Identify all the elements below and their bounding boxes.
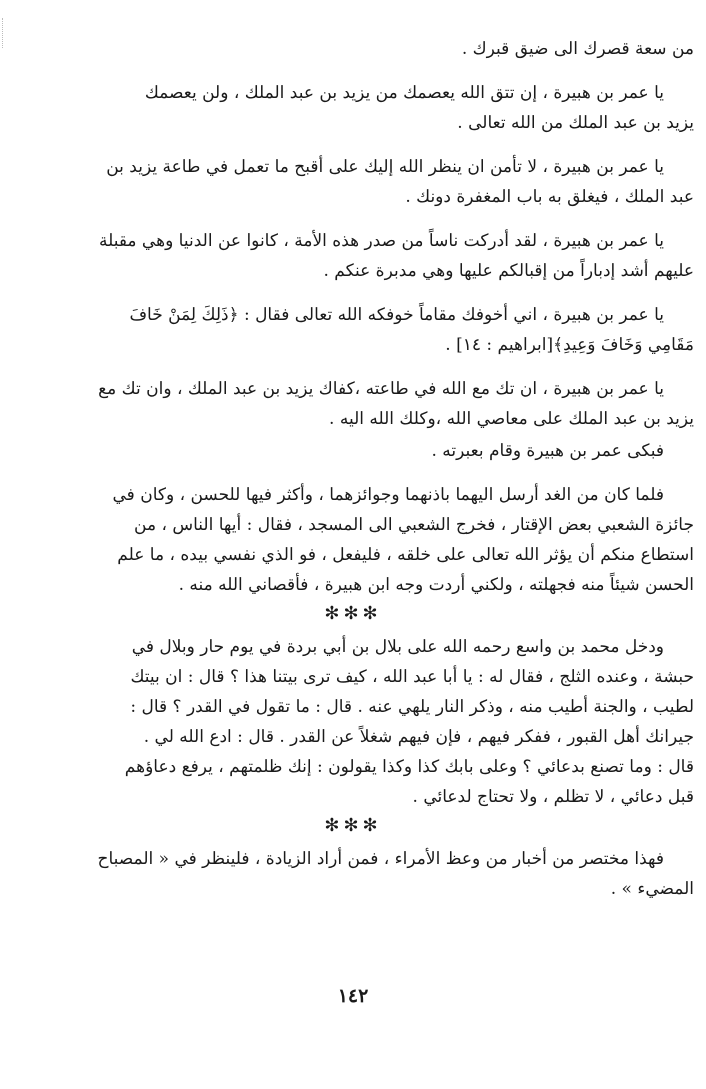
text-line: لطيب ، والجنة أطيب منه ، وذكر النار يلهي عنه . قال : ما تقول في القدر ؟ قال : [130, 697, 694, 717]
page-number: ١٤٢ [337, 985, 369, 1007]
section-separator: ✻✻✻ [324, 603, 382, 624]
paragraph [12, 300, 694, 360]
text-line: المضيء » . [610, 879, 694, 899]
text-line: فهذا مختصر من أخبار من وعظ الأمراء ، فمن أراد الزيادة ، فلينظر في « المصباح [97, 849, 664, 869]
text-line: يزيد بن عبد الملك من الله تعالى . [457, 113, 694, 133]
page-body [12, 34, 694, 918]
text-line: يا عمر بن هبيرة ، اني أخوفك مقاماً خوفكه الله تعالى فقال : ﴿ذَلِكَ لِمَنْ خَافَ [129, 305, 664, 325]
paragraph [12, 374, 694, 434]
paragraph [12, 226, 694, 286]
text-line: عبد الملك ، فيغلق به باب المغفرة دونك . [405, 187, 694, 207]
text-line: حبشة ، وعنده الثلج ، فقال له : يا أبا عبد الله ، كيف ترى بيتنا هذا ؟ قال : ان بيتك [130, 667, 694, 687]
paragraph [12, 436, 694, 466]
paragraph [12, 78, 694, 138]
paragraph [12, 480, 694, 600]
text-line: يزيد بن عبد الملك على معاصي الله ،وكلك الله اليه . [329, 409, 694, 429]
paragraph [12, 152, 694, 212]
text-line: قبل دعائي ، لا تظلم ، ولا تحتاج لدعائي . [412, 787, 694, 807]
section-separator: ✻✻✻ [324, 815, 382, 836]
text-line: عليهم أشد إدباراً من إقبالكم عليها وهي مدبرة عنكم . [323, 261, 694, 281]
paragraph [12, 34, 694, 64]
text-line: فلما كان من الغد أرسل اليهما باذنهما وجوائزهما ، وأكثر فيها للحسن ، وكان في [112, 485, 664, 505]
text-line: من سعة قصرك الى ضيق قبرك . [461, 39, 694, 59]
text-line: قال : وما تصنع بدعائي ؟ وعلى بابك كذا وكذا يقولون : إنك ظلمتهم ، يرفع دعاؤهم [124, 757, 694, 777]
text-line: جائزة الشعبي بعض الإقتار ، فخرج الشعبي الى المسجد ، فقال : أيها الناس ، من [134, 515, 694, 535]
text-line: يا عمر بن هبيرة ، ان تك مع الله في طاعته ،كفاك يزيد بن عبد الملك ، وان تك مع [98, 379, 664, 399]
text-line: يا عمر بن هبيرة ، لا تأمن ان ينظر الله إليك على أقبح ما تعمل في طاعة يزيد بن [106, 157, 664, 177]
text-line: جيرانك أهل القبور ، ففكر فيهم ، فإن فيهم شغلاً عن القدر . قال : ادع الله لي . [143, 727, 694, 747]
text-line: مَقَامِي وَخَافَ وَعِيدِ﴾[ابراهيم : ١٤] . [445, 335, 694, 355]
paragraph [12, 844, 694, 904]
text-line: يا عمر بن هبيرة ، لقد أدركت ناساً من صدر هذه الأمة ، كانوا عن الدنيا وهي مقبلة [98, 231, 664, 251]
text-line: استطاع منكم أن يؤثر الله تعالى على خلقه ، فليفعل ، فو الذي نفسي بيده ، ما علم [117, 545, 694, 565]
text-line: الحسن شيئاً منه فجهلته ، ولكني أردت وجه ابن هبيرة ، فأقصاني الله منه . [178, 575, 694, 595]
text-line: ودخل محمد بن واسع رحمه الله على بلال بن أبي بردة في يوم حار وبلال في [131, 637, 664, 657]
text-line: فبكى عمر بن هبيرة وقام بعبرته . [431, 441, 664, 461]
paragraph [12, 632, 694, 812]
text-line: يا عمر بن هبيرة ، إن تتق الله يعصمك من يزيد بن عبد الملك ، ولن يعصمك [144, 83, 664, 103]
